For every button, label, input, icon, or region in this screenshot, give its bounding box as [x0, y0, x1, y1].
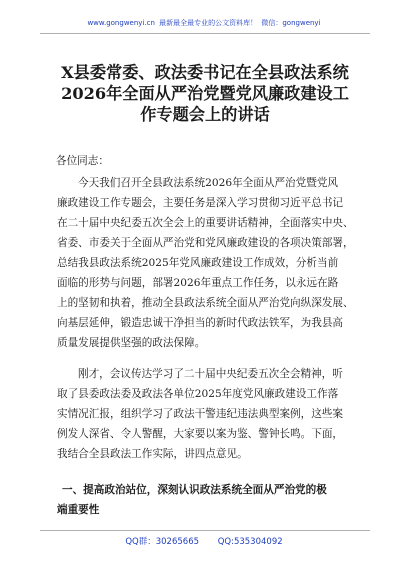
page-footer [0, 535, 408, 547]
section-heading-1 [57, 480, 362, 520]
section-heading-line: 一、提高政治站位，深刻认识政法系统全面从严治党的极 [62, 484, 327, 496]
paragraph-line: 质量发展提供坚强的政法保障。 [57, 337, 206, 349]
paragraph-line: 面临的形势与问题，部署2026年重点工作任务，以永远在路 [57, 277, 339, 289]
paragraph-line: 在二十届中央纪委五次全会上的重要讲话精神，全面落实中央、 [57, 217, 354, 229]
paragraph-line: 上的坚韧和执着，推动全县政法系统全面从严治党向纵深发展、 [57, 297, 354, 309]
paragraph-line: 廉政建设工作专题会，主要任务是深入学习贯彻习近平总书记 [57, 197, 344, 209]
title-line: X县委常委、政法委书记在全县政法系统 [61, 63, 349, 82]
header-website[interactable]: www.gongwenyi.cn [87, 19, 155, 27]
section-heading-line: 端重要性 [57, 504, 100, 516]
paragraph-line: 向基层延伸，锻造忠诚干净担当的新时代政法铁军，为我县高 [57, 317, 344, 329]
document-title [44, 62, 366, 125]
paragraph-line: 省委、市委关于全面从严治党和党风廉政建设的各项决策部署， [57, 237, 354, 249]
paragraph-line: 总结我县政法系统2025年党风廉政建设工作成效，分析当前 [57, 257, 339, 269]
paragraph-line: 例发人深省、令人警醒，大家要以案为鉴、警钟长鸣。下面， [57, 428, 344, 440]
footer-qq: QQ:535304092 [217, 537, 283, 547]
paragraph-2 [57, 364, 362, 464]
paragraph-line: 取了县委政法委及政法各单位2025年度党风廉政建设工作落 [57, 388, 339, 400]
paragraph-line: 刚才，会议传达学习了二十届中央纪委五次全会精神，听 [78, 368, 343, 380]
footer-divider [40, 530, 370, 531]
page-header [0, 18, 408, 28]
paragraph-line: 今天我们召开全县政法系统2026年全面从严治党暨党风 [78, 177, 339, 189]
header-divider [40, 33, 370, 34]
paragraph-line: 我结合全县政法工作实际，讲四点意见。 [57, 448, 248, 460]
paragraph-1 [57, 173, 362, 353]
salutation: 各位同志： [56, 155, 109, 167]
header-slogan: 最新最全最专业的公文资料库！ [159, 19, 258, 27]
title-line: 作专题会上的讲话 [140, 105, 270, 124]
paragraph-line: 实情况汇报，组织学习了政法干警违纪违法典型案例，这些案 [57, 408, 344, 420]
header-wechat: 微信：gongwenyi [261, 19, 321, 27]
title-line: 2026年全面从严治党暨党风廉政建设工 [61, 84, 349, 103]
footer-qq-group: QQ群：30265665 [125, 537, 200, 547]
